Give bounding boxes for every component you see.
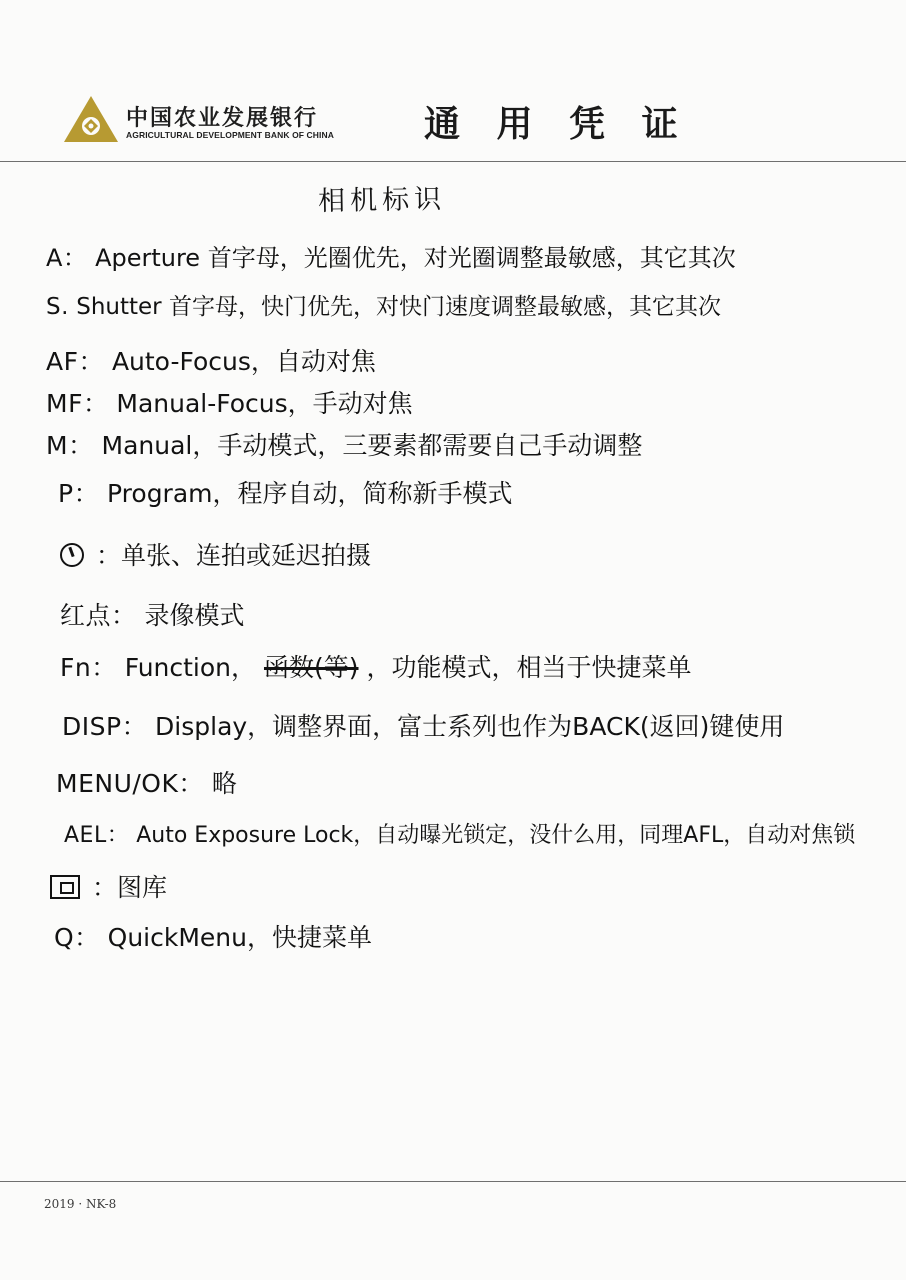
note-term: AEL： bbox=[64, 823, 130, 848]
bank-name-en: AGRICULTURAL DEVELOPMENT BANK OF CHINA bbox=[126, 130, 334, 140]
note-text: 略 bbox=[211, 769, 237, 798]
note-line bbox=[46, 288, 721, 321]
note-line bbox=[46, 342, 376, 378]
note-line bbox=[56, 764, 237, 800]
note-line bbox=[46, 426, 642, 462]
note-term: 红点： bbox=[60, 601, 137, 630]
note-line bbox=[62, 707, 784, 743]
note-text: 录像模式 bbox=[144, 601, 245, 630]
note-term: A： bbox=[46, 244, 88, 272]
note-term: Fn： bbox=[60, 653, 117, 682]
note-line bbox=[46, 384, 413, 420]
note-term: MENU/OK： bbox=[56, 769, 204, 798]
note-text: Shutter 首字母，快门优先，对快门速度调整最敏感，其它其次 bbox=[76, 294, 721, 320]
note-term: AF： bbox=[46, 347, 104, 376]
note-text: Manual-Focus，手动对焦 bbox=[116, 389, 413, 418]
note-term: MF： bbox=[46, 389, 109, 418]
note-line bbox=[64, 818, 855, 849]
note-text: Display，调整界面，富士系列也作为BACK(返回)键使用 bbox=[155, 712, 785, 741]
note-text: ，功能模式，相当于快捷菜单 bbox=[366, 653, 692, 682]
note-term: Q： bbox=[54, 923, 100, 952]
note-term: P： bbox=[58, 479, 100, 508]
note-text-before: Function， bbox=[124, 653, 257, 682]
note-text: Auto Exposure Lock，自动曝光锁定，没什么用，同理AFL，自动对焦锁 bbox=[136, 823, 856, 848]
form-title: 通 用 凭 证 bbox=[424, 103, 690, 145]
note-line bbox=[54, 918, 372, 954]
note-text: ：图库 bbox=[91, 873, 167, 902]
note-line bbox=[58, 474, 513, 510]
bank-name-cn: 中国农业发展银行 bbox=[126, 106, 319, 131]
note-line bbox=[60, 596, 244, 632]
note-line bbox=[46, 238, 736, 273]
note-term: S. bbox=[46, 294, 69, 320]
form-code: 2019 · NK-8 bbox=[44, 1197, 117, 1211]
note-term: M： bbox=[46, 431, 94, 460]
note-text: Auto-Focus，自动对焦 bbox=[111, 347, 376, 376]
note-text: Aperture 首字母，光圈优先，对光圈调整最敏感，其它其次 bbox=[95, 244, 736, 272]
footer-divider bbox=[0, 1181, 906, 1182]
note-title: 相机标识 bbox=[317, 183, 447, 218]
gallery-icon bbox=[50, 875, 80, 899]
note-text: ：单张、连拍或延迟拍摄 bbox=[95, 541, 371, 570]
struck-text: 函数(等) bbox=[263, 653, 359, 682]
note-line bbox=[60, 536, 371, 572]
note-text: Manual，手动模式，三要素都需要自己手动调整 bbox=[101, 431, 643, 460]
header-divider bbox=[0, 161, 906, 162]
note-line bbox=[60, 648, 691, 684]
note-text: QuickMenu，快捷菜单 bbox=[107, 923, 372, 952]
self-timer-icon bbox=[60, 543, 84, 567]
note-term: DISP： bbox=[62, 712, 148, 741]
note-line bbox=[50, 868, 167, 904]
bank-logo-icon bbox=[62, 94, 120, 144]
note-text: Program，程序自动，简称新手模式 bbox=[107, 479, 513, 508]
